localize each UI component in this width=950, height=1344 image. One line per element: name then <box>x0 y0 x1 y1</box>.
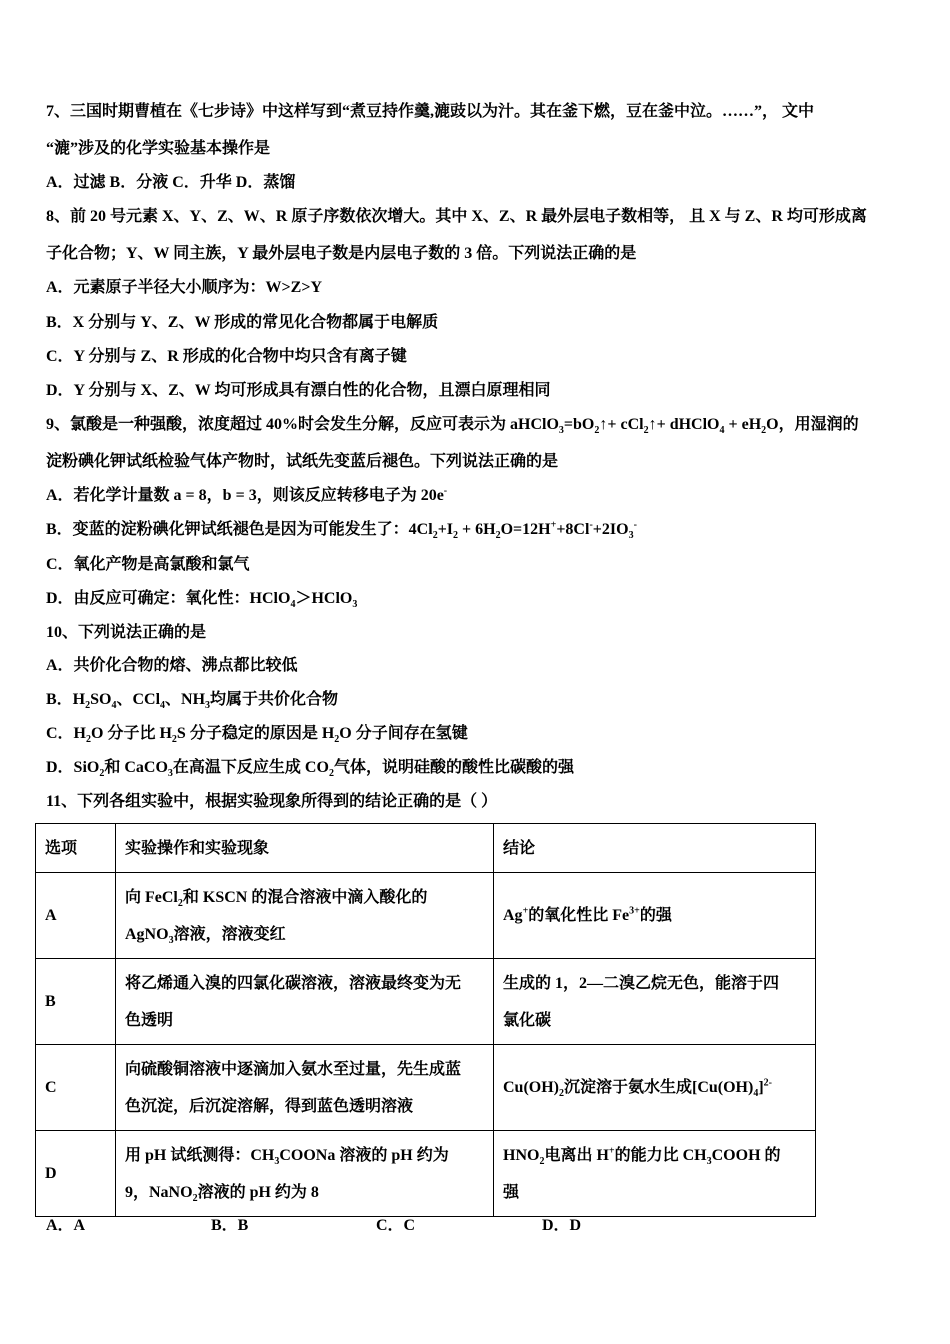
q7-stem-line1: 7、三国时期曹植在《七步诗》中这样写到“煮豆持作羹,漉豉以为汁。其在釜下燃，豆在釜中泣。……”， 文中 <box>46 103 815 120</box>
q10-option-a: A．共价化合物的熔、沸点都比较低 <box>46 657 298 674</box>
q7-options: A．过滤 B．分液 C．升华 D．蒸馏 <box>46 174 296 191</box>
table-header-row <box>36 824 816 873</box>
answer-option-b: B．B <box>211 1217 249 1234</box>
row-option: A <box>36 873 116 959</box>
q8-stem-line2: 子化合物；Y、W 同主族，Y 最外层电子数是内层电子数的 3 倍。下列说法正确的是 <box>46 245 637 262</box>
row-operation: 用 pH 试纸测得：$CH_3COONa$ 溶液的 pH 约为 9，NaNO$_2$溶液的 pH 约为 8 <box>116 1131 494 1217</box>
table-row <box>36 873 816 959</box>
header-conclusion: 结论 <box>494 824 816 873</box>
q9-stem-line1: 9、氯酸是一种强酸，浓度超过 40%时会发生分解，反应可表示为 $aHClO_3=bO_2↑+$ cCl$_2$↑+ dHClO$_4$ + $eH_2O$，用湿润的 <box>46 416 859 437</box>
header-operation: 实验操作和实验现象 <box>116 824 494 873</box>
q10-option-c: C．$H_2O$ 分子比 $H_2S$ 分子稳定的原因是 $H_2O$ 分子间存在氢键 <box>46 725 468 746</box>
q9-stem-line2: 淀粉碘化钾试纸检验气体产物时，试纸先变蓝后褪色。下列说法正确的是 <box>46 453 559 470</box>
answer-option-d: D．D <box>542 1217 582 1234</box>
row-conclusion: Ag+的氧化性比 $Fe^{3+}$的强 <box>494 873 816 959</box>
row-option: D <box>36 1131 116 1217</box>
q10-option-d: D．SiO$_2$和 CaCO$_3$在高温下反应生成 $CO_2$气体，说明硅酸的酸性比碳酸的强 <box>46 759 574 780</box>
q10-stem: 10、下列说法正确的是 <box>46 624 207 641</box>
row-operation: 向硫酸铜溶液中逐滴加入氨水至过量，先生成蓝 色沉淀，后沉淀溶解，得到蓝色透明溶液 <box>116 1045 494 1131</box>
q10-option-b: B．$H_2SO_4$、CCl$_4$、$NH_3$均属于共价化合物 <box>46 691 339 712</box>
table-row <box>36 1131 816 1217</box>
q9-option-c: C．氧化产物是高氯酸和氯气 <box>46 556 250 573</box>
row-operation: 将乙烯通入溴的四氯化碳溶液，溶液最终变为无 色透明 <box>116 959 494 1045</box>
answer-option-a: A．A <box>46 1217 86 1234</box>
table-row <box>36 959 816 1045</box>
row-operation: 向 FeCl$_2$和 KSCN 的混合溶液中滴入酸化的 AgNO$_3$溶液，溶液变红 <box>116 873 494 959</box>
q8-option-b: B．X 分别与 Y、Z、W 形成的常见化合物都属于电解质 <box>46 314 439 331</box>
q7-stem-line2: “漉”涉及的化学实验基本操作是 <box>46 140 271 157</box>
row-conclusion: $HNO_2$电离出 H+的能力比 $CH_3COOH$ 的 强 <box>494 1131 816 1217</box>
q9-option-b: B．变蓝的淀粉碘化钾试纸褪色是因为可能发生了：$4Cl_2+I_2 + 6H_2O=12H^++8Cl^-+2IO_3^-$ <box>46 519 637 542</box>
q8-option-c: C．Y 分别与 Z、R 形成的化合物中均只含有离子键 <box>46 348 407 365</box>
row-option: C <box>36 1045 116 1131</box>
q8-option-d: D．Y 分别与 X、Z、W 均可形成具有漂白性的化合物，且漂白原理相同 <box>46 382 551 399</box>
experiment-table <box>35 823 816 1217</box>
row-conclusion: 生成的 1，2—二溴乙烷无色，能溶于四 氯化碳 <box>494 959 816 1045</box>
header-option: 选项 <box>36 824 116 873</box>
table-row <box>36 1045 816 1131</box>
answer-option-c: C．C <box>376 1217 416 1234</box>
row-conclusion: $Cu(OH)_2$沉淀溶于氨水生成$[Cu(OH)_4]^{2-}$ <box>494 1045 816 1131</box>
row-option: B <box>36 959 116 1045</box>
q9-option-a: A．若化学计量数 a = 8，b = 3，则该反应转移电子为 20e- <box>46 485 448 504</box>
q8-stem-line1: 8、前 20 号元素 X、Y、Z、W、R 原子序数依次增大。其中 X、Z、R 最外层电子数相等， 且 X 与 Z、R 均可形成离 <box>46 208 867 225</box>
q9-option-d: D．由反应可确定：氧化性：HClO$_4$＞HClO$_3$ <box>46 590 358 611</box>
q8-option-a: A．元素原子半径大小顺序为：W>Z>Y <box>46 279 323 296</box>
q11-stem: 11、下列各组实验中，根据实验现象所得到的结论正确的是（ ） <box>46 793 498 810</box>
